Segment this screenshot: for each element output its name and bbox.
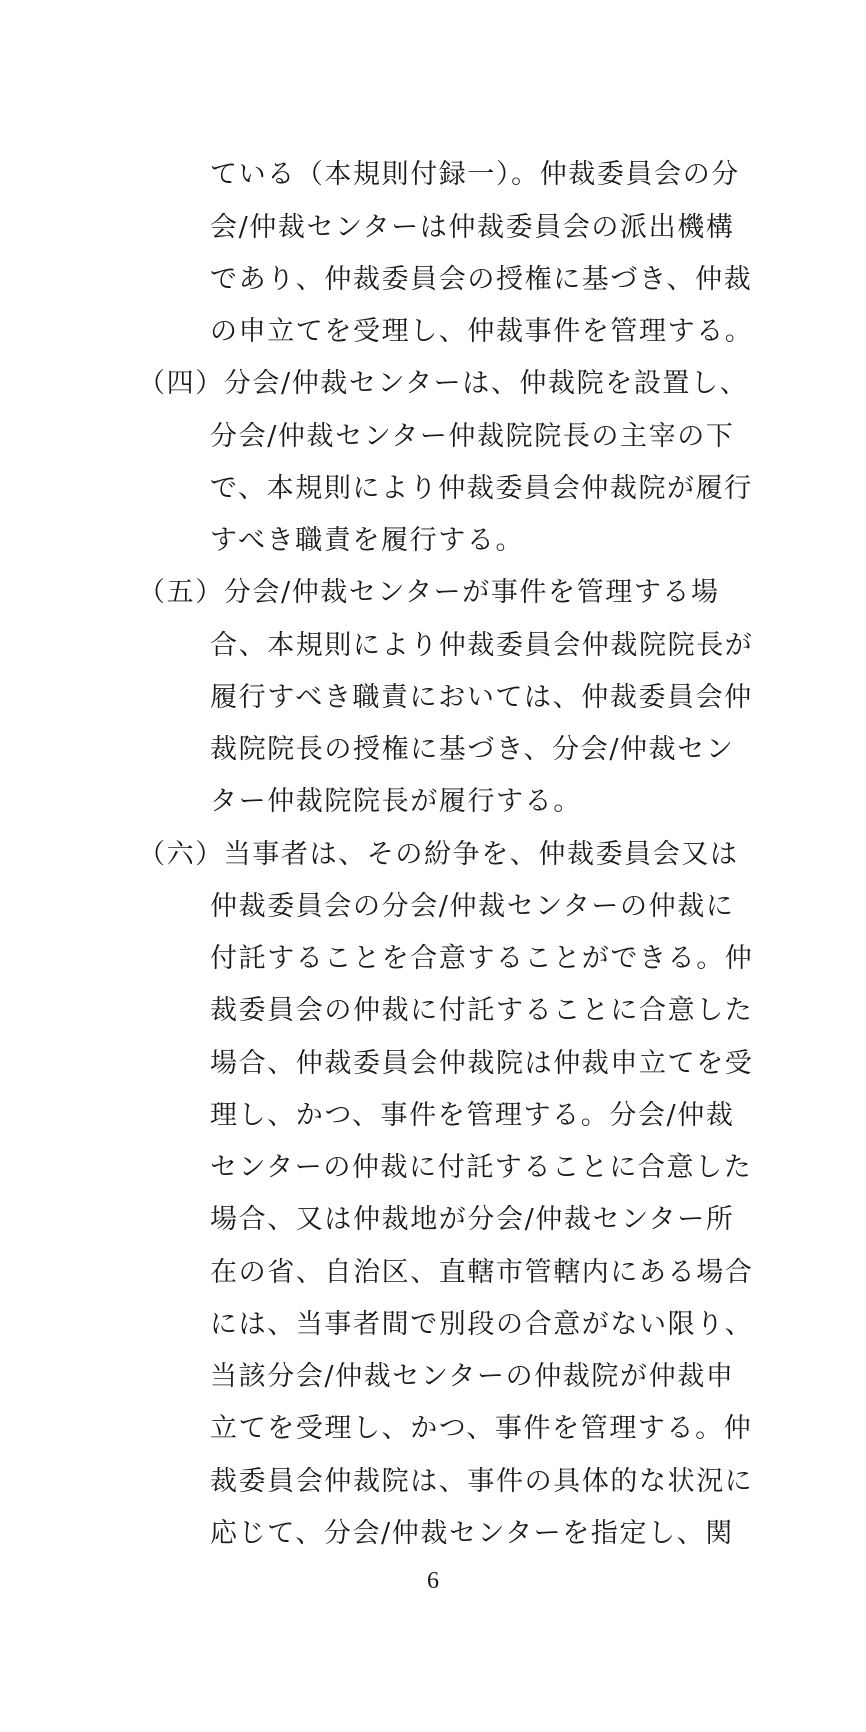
page-number: 6 [427, 1568, 439, 1594]
text-line: 当該分会/仲裁センターの仲裁院が仲裁申 [210, 1361, 735, 1392]
text-line: の申立てを受理し、仲裁事件を管理する。 [210, 316, 754, 347]
text-line: 付託することを合意することができる。仲 [210, 943, 754, 974]
text-line: 応じて、分会/仲裁センターを指定し、関 [210, 1518, 734, 1549]
clause-5-heading: （五）分会/仲裁センターが事件を管理する場 [138, 577, 720, 608]
text-line: 仲裁委員会の分会/仲裁センターの仲裁に [210, 891, 735, 922]
text-line: ター仲裁院院長が履行する。 [210, 786, 582, 817]
text-line: 裁委員会仲裁院は、事件の具体的な状況に [210, 1466, 754, 1497]
text-line: 理し、かつ、事件を管理する。分会/仲裁 [210, 1100, 735, 1131]
text-line: センターの仲裁に付託することに合意した [210, 1152, 753, 1183]
text-line: には、当事者間で別段の合意がない限り、 [210, 1309, 754, 1340]
text-line: すべき職責を履行する。 [210, 525, 525, 556]
clause-6-heading: （六）当事者は、その紛争を、仲裁委員会又は [138, 839, 739, 870]
clause-4-heading: （四）分会/仲裁センターは、仲裁院を設置し、 [138, 368, 749, 399]
text-line: 場合、又は仲裁地が分会/仲裁センター所 [210, 1204, 735, 1235]
text-line: 会/仲裁センターは仲裁委員会の派出機構 [210, 212, 735, 243]
text-line: 分会/仲裁センター仲裁院院長の主宰の下 [210, 421, 735, 452]
text-line: 在の省、自治区、直轄市管轄内にある場合 [210, 1257, 754, 1288]
text-line: 場合、仲裁委員会仲裁院は仲裁申立てを受 [210, 1048, 754, 1079]
text-line: であり、仲裁委員会の授権に基づき、仲裁 [210, 264, 753, 295]
text-line: 裁委員会の仲裁に付託することに合意した [210, 995, 754, 1026]
text-line: 履行すべき職責においては、仲裁委員会仲 [210, 682, 753, 713]
text-line: ている（本規則付録一）。仲裁委員会の分 [210, 159, 740, 190]
text-line: 裁院院長の授権に基づき、分会/仲裁セン [210, 734, 735, 765]
text-line: で、本規則により仲裁委員会仲裁院が履行 [210, 473, 753, 504]
text-line: 立てを受理し、かつ、事件を管理する。仲 [210, 1413, 753, 1444]
text-line: 合、本規則により仲裁委員会仲裁院院長が [210, 630, 754, 661]
